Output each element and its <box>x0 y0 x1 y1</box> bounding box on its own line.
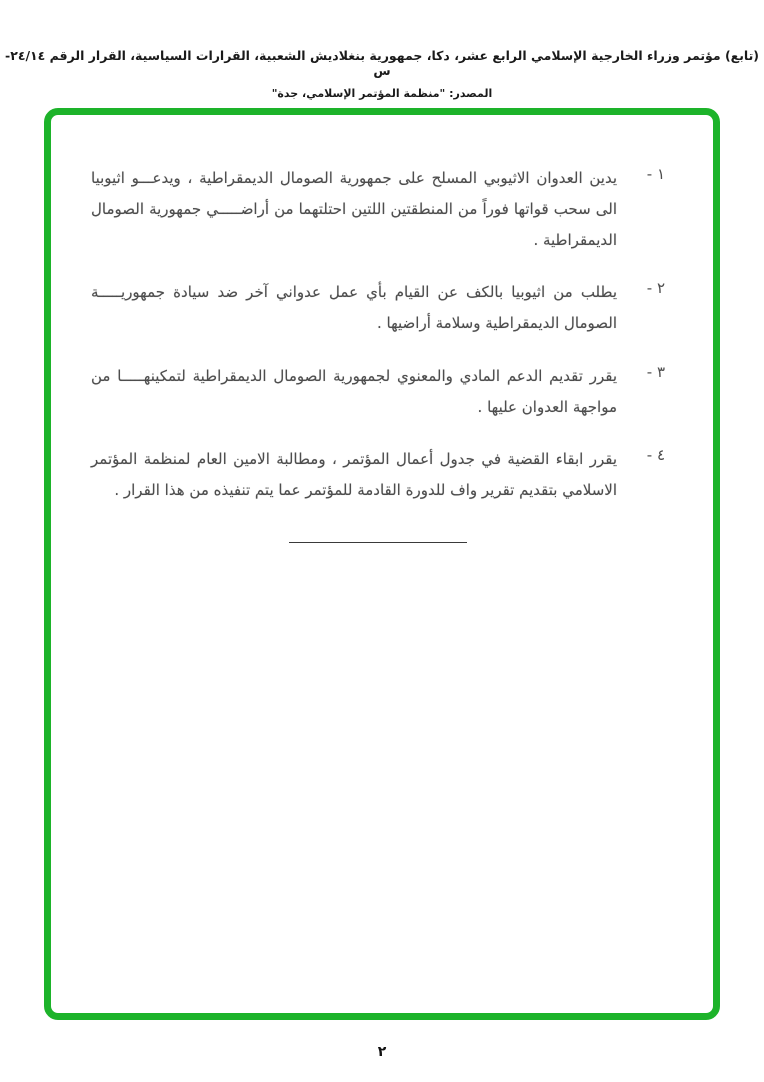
resolution-item-4 <box>91 444 665 506</box>
item-text: يقرر ابقاء القضية في جدول أعمال المؤتمر ، ومطالبة الامين العام لمنظمة المؤتمر الاسلامي بتقديم تقرير واف للدورة القادمة للمؤتمر عما يتم تنفيذه من هذا القرار . <box>91 450 617 499</box>
resolution-item-3 <box>91 361 665 423</box>
header-title: (تابع) مؤتمر وزراء الخارجية الإسلامي الرابع عشر، دكا، جمهورية بنغلاديش الشعبية، القرارات السياسية، القرار الرقم ٢٤/١٤- س <box>4 48 760 78</box>
content-frame <box>44 108 720 1020</box>
resolution-body <box>51 115 713 543</box>
resolution-item-2 <box>91 277 665 339</box>
item-number: ٤ - <box>646 446 665 465</box>
end-separator <box>289 542 467 543</box>
item-text: يطلب من اثيوبيا بالكف عن القيام بأي عمل عدواني آخر ضد سيادة جمهوريـــــة الصومال الديمقراطية وسلامة أراضيها . <box>91 283 617 332</box>
header-source: المصدر: "منظمة المؤتمر الإسلامي، جدة" <box>271 87 493 100</box>
resolution-item-1 <box>91 163 665 255</box>
item-text: يقرر تقديم الدعم المادي والمعنوي لجمهورية الصومال الديمقراطية لتمكينهـــــا من مواجهة العدوان عليها . <box>91 366 617 416</box>
page-number: ٢ <box>377 1044 387 1060</box>
item-number: ١ - <box>646 165 665 183</box>
document-header <box>0 0 764 100</box>
item-number: ٢ - <box>646 279 665 298</box>
item-text: يدين العدوان الاثيوبي المسلح على جمهورية الصومال الديمقراطية ، ويدعـــو اثيوبيا الى سحب قواتها فوراً من المنطقتين اللتين احتلتهما من أراضـــــي جمهورية الصومال الديمقراطية . <box>91 169 617 249</box>
item-number: ٣ - <box>646 362 665 381</box>
